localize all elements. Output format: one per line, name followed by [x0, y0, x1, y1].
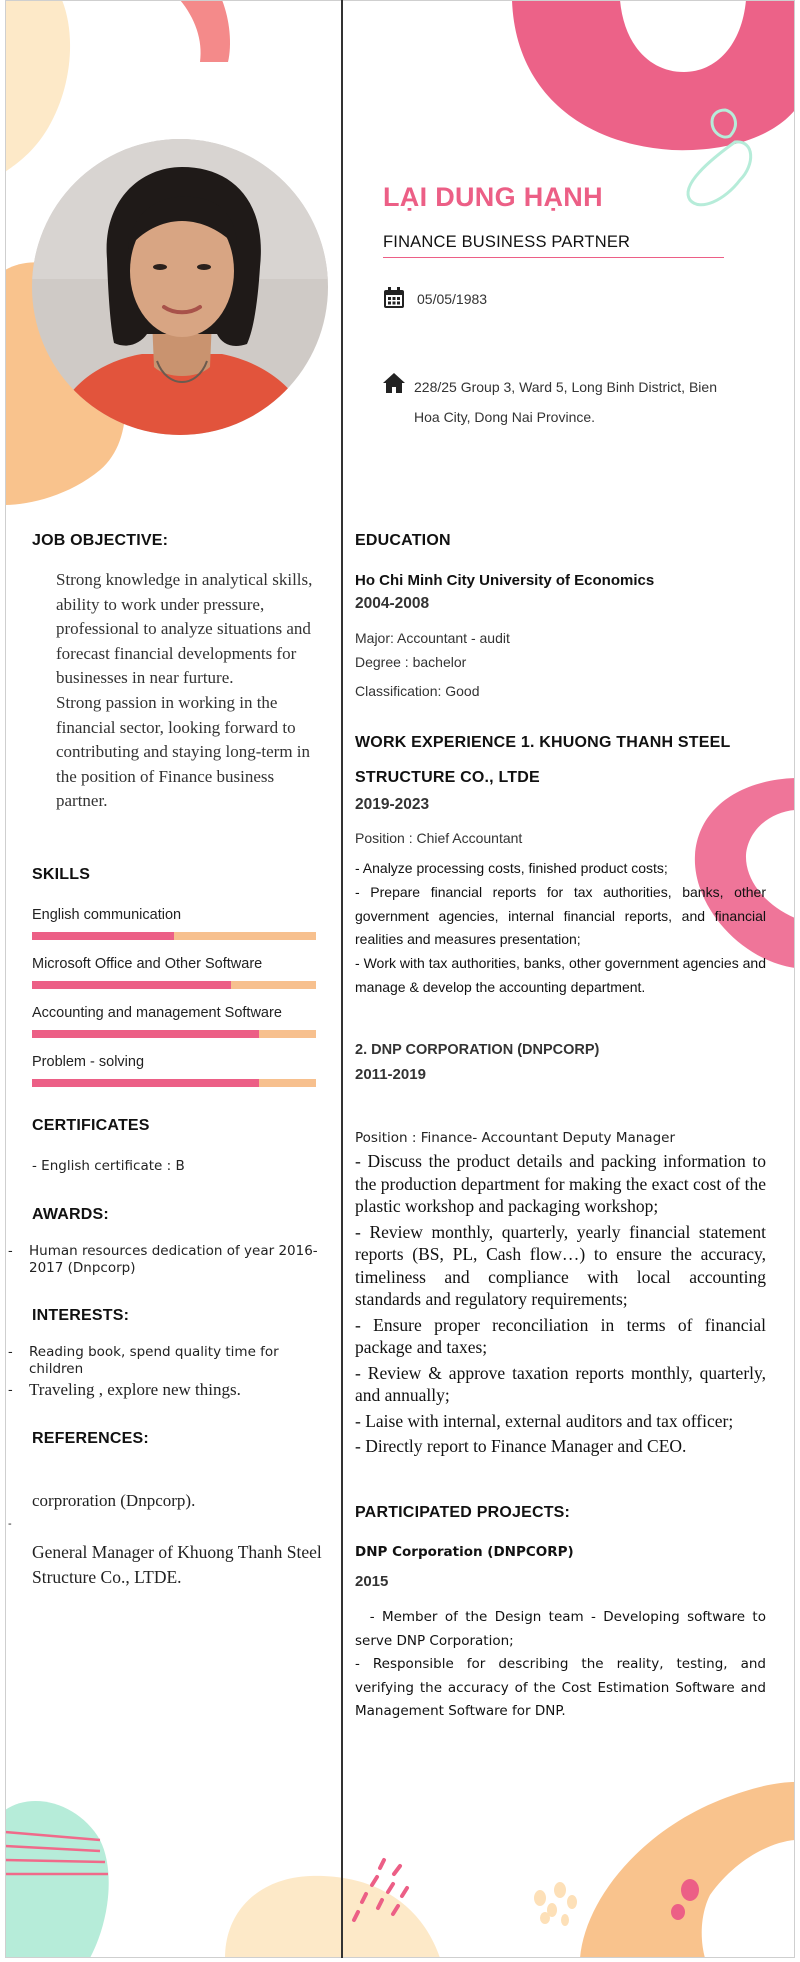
- job2-years: 2011-2019: [355, 1066, 426, 1083]
- job2-duties: [355, 1150, 766, 1458]
- job1-position: Position : Chief Accountant: [355, 830, 523, 846]
- project-details: - Member of the Design team - Developing software to serve DNP Corporation; - Responsible for describing the reality, testing, and verifying the accuracy of the Cost Estimation Software and Management Software for DNP.: [355, 1609, 766, 1719]
- column-divider: [341, 0, 343, 1958]
- candidate-title: FINANCE BUSINESS PARTNER: [383, 233, 631, 251]
- skill-bar-fill: [32, 981, 231, 989]
- references-heading: REFERENCES:: [32, 1430, 149, 1447]
- award-item: Human resources dedication of year 2016-2017 (Dnpcorp): [29, 1243, 318, 1276]
- education-school: Ho Chi Minh City University of Economics: [355, 572, 655, 589]
- job2-duty: - Discuss the product details and packing information to the production department for making the exact cost of the plastic workshop and packaging workshop;: [355, 1151, 766, 1216]
- interest-bullet: -: [8, 1383, 13, 1398]
- job2-position: Position : Finance- Accountant Deputy Manager: [355, 1130, 675, 1146]
- candidate-name: LẠI DUNG HẠNH: [383, 182, 603, 212]
- interest-item: Reading book, spend quality time for children: [29, 1344, 279, 1377]
- skill-label: English communication: [32, 907, 182, 923]
- job1-years: 2019-2023: [355, 796, 430, 813]
- skill-label: Accounting and management Software: [32, 1005, 282, 1021]
- certificate-item: - English certificate : B: [32, 1158, 185, 1174]
- job2-duty: - Ensure proper reconciliation in terms of financial package and taxes;: [355, 1314, 766, 1357]
- reference-bullet: -: [8, 1518, 12, 1530]
- project-company: DNP Corporation (DNPCORP): [355, 1544, 574, 1560]
- skill-bar-fill: [32, 932, 174, 940]
- education-heading: EDUCATION: [355, 532, 451, 549]
- education-classification: Classification: Good: [355, 683, 480, 699]
- reference-item: corproration (Dnpcorp).: [32, 1491, 196, 1510]
- reference-item: General Manager of Khuong Thanh Steel Structure Co., LTDE.: [32, 1542, 322, 1587]
- address: 228/25 Group 3, Ward 5, Long Binh District, Bien Hoa City, Dong Nai Province.: [414, 379, 717, 425]
- skill-label: Microsoft Office and Other Software: [32, 956, 263, 972]
- education-years: 2004-2008: [355, 595, 430, 612]
- birth-date: 05/05/1983: [417, 291, 488, 307]
- skill-bar: [32, 1079, 316, 1087]
- skill-bar: [32, 981, 316, 989]
- job2-duty: - Review monthly, quarterly, yearly financial statement reports (BS, PL, Cash flow…) to ensure the accuracy, timeliness and compliance with local accounting standards and regulatory requirements;: [355, 1221, 766, 1309]
- interest-item: Traveling , explore new things.: [29, 1380, 241, 1399]
- job2-company: 2. DNP CORPORATION (DNPCORP): [355, 1042, 600, 1058]
- certificates-heading: CERTIFICATES: [32, 1117, 150, 1134]
- skill-bar-fill: [32, 1079, 259, 1087]
- skill-bar: [32, 1030, 316, 1038]
- award-bullet: -: [8, 1244, 13, 1259]
- job2-duty: - Directly report to Finance Manager and CEO.: [355, 1436, 687, 1456]
- job1-duties: - Analyze processing costs, finished product costs; - Prepare financial reports for tax authorities, banks, other government agencies, internal financial reports, and financial realities and measures presentation; - Work with tax authorities, banks, other government agencies and manage & develop the accounting department.: [355, 860, 766, 995]
- projects-heading: PARTICIPATED PROJECTS:: [355, 1504, 571, 1521]
- education-major: Major: Accountant - audit: [355, 630, 510, 646]
- interests-heading: INTERESTS:: [32, 1307, 130, 1324]
- skill-label: Problem - solving: [32, 1054, 145, 1070]
- skill-bar: [32, 932, 316, 940]
- profile-photo: [32, 139, 328, 435]
- home-icon: [383, 373, 405, 393]
- work-experience-heading: WORK EXPERIENCE 1. KHUONG THANH STEEL STRUCTURE CO., LTDE: [355, 734, 731, 786]
- calendar-icon: [383, 287, 405, 309]
- project-year: 2015: [355, 1573, 389, 1590]
- interest-bullet: -: [8, 1345, 13, 1360]
- job-objective-heading: JOB OBJECTIVE:: [32, 532, 169, 549]
- title-underline: [383, 257, 724, 258]
- skills-heading: SKILLS: [32, 866, 91, 883]
- awards-heading: AWARDS:: [32, 1206, 109, 1223]
- job-objective-text: Strong knowledge in analytical skills, ability to work under pressure, professional to analyze situations and forecast financial developments for businesses in near furture. Strong passion in working in the financial sector, looking forward to contributing and staying long-term in the position of Finance business partner.: [56, 570, 313, 811]
- skill-bar-fill: [32, 1030, 259, 1038]
- job2-duty: - Review & approve taxation reports monthly, quarterly, and annually;: [355, 1362, 766, 1405]
- education-degree: Degree : bachelor: [355, 654, 467, 670]
- job2-duty: - Laise with internal, external auditors and tax officer;: [355, 1410, 734, 1431]
